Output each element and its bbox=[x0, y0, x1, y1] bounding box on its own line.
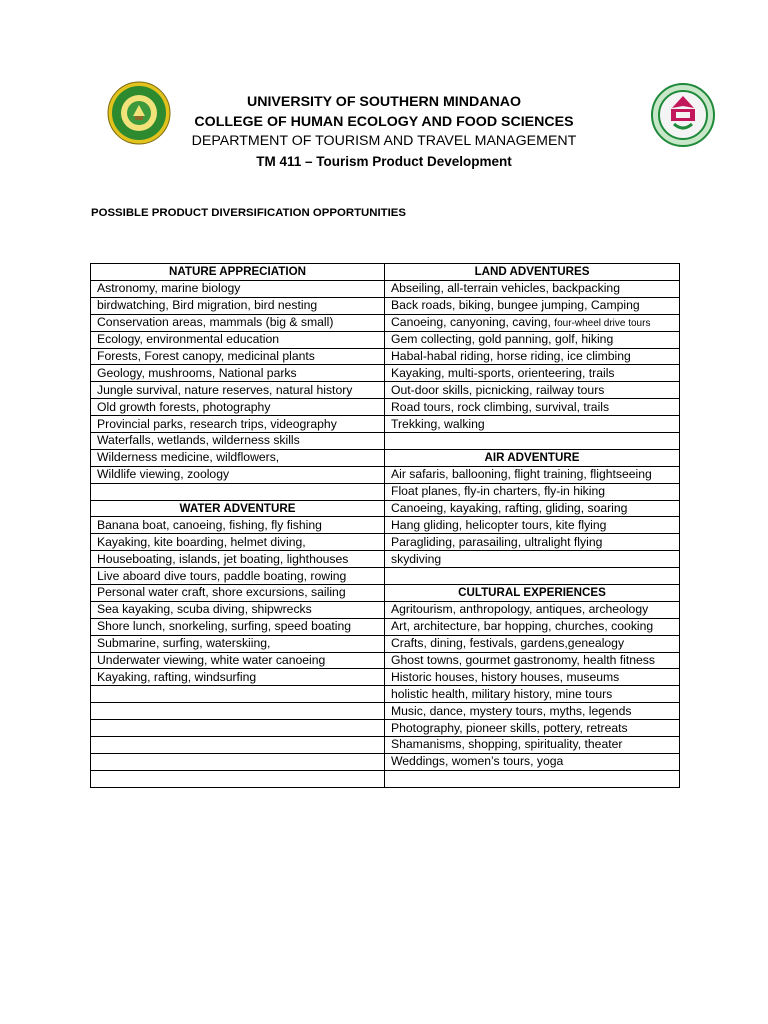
document-header bbox=[0, 93, 768, 171]
table-row bbox=[91, 737, 680, 754]
table-cell: Conservation areas, mammals (big & small) bbox=[91, 314, 385, 331]
table-cell: Ecology, environmental education bbox=[91, 331, 385, 348]
category-header: LAND ADVENTURES bbox=[385, 264, 680, 281]
table-cell: Provincial parks, research trips, videography bbox=[91, 416, 385, 433]
college-name: COLLEGE OF HUMAN ECOLOGY AND FOOD SCIENCES bbox=[194, 113, 574, 130]
table-cell: Underwater viewing, white water canoeing bbox=[91, 652, 385, 669]
table-row bbox=[91, 601, 680, 618]
table-row bbox=[91, 517, 680, 534]
table-cell: Old growth forests, photography bbox=[91, 399, 385, 416]
table-cell: Wilderness medicine, wildflowers, bbox=[91, 449, 385, 466]
table-cell bbox=[385, 314, 680, 331]
table-row bbox=[91, 331, 680, 348]
table-row bbox=[91, 399, 680, 416]
table-cell bbox=[385, 568, 680, 585]
table-cell bbox=[385, 770, 680, 787]
table-cell: Trekking, walking bbox=[385, 416, 680, 433]
table-cell: Habal-habal riding, horse riding, ice climbing bbox=[385, 348, 680, 365]
course-title: TM 411 – Tourism Product Development bbox=[256, 153, 512, 169]
table-cell: Agritourism, anthropology, antiques, archeology bbox=[385, 601, 680, 618]
table-cell: Canoeing, kayaking, rafting, gliding, soaring bbox=[385, 500, 680, 517]
table-row bbox=[91, 500, 680, 517]
table-cell-text: Canoeing, canyoning, caving, bbox=[391, 314, 555, 329]
table-cell: Art, architecture, bar hopping, churches, cooking bbox=[385, 618, 680, 635]
table-cell: Air safaris, ballooning, flight training, flightseeing bbox=[385, 466, 680, 483]
table-cell: Music, dance, mystery tours, myths, legends bbox=[385, 703, 680, 720]
table-cell: Live aboard dive tours, paddle boating, rowing bbox=[91, 568, 385, 585]
table-row bbox=[91, 551, 680, 568]
table-cell: Weddings, women’s tours, yoga bbox=[385, 753, 680, 770]
category-header: WATER ADVENTURE bbox=[91, 500, 385, 517]
table-cell bbox=[91, 737, 385, 754]
table-row bbox=[91, 568, 680, 585]
table-row bbox=[91, 264, 680, 281]
table-cell bbox=[91, 720, 385, 737]
table-row bbox=[91, 433, 680, 450]
table-cell: Astronomy, marine biology bbox=[91, 280, 385, 297]
opportunities-table bbox=[90, 263, 680, 788]
table-row bbox=[91, 635, 680, 652]
table-cell: Float planes, fly-in charters, fly-in hiking bbox=[385, 483, 680, 500]
table-row bbox=[91, 720, 680, 737]
table-cell bbox=[91, 770, 385, 787]
table-cell: Houseboating, islands, jet boating, lighthouses bbox=[91, 551, 385, 568]
table-row bbox=[91, 382, 680, 399]
table-cell: Back roads, biking, bungee jumping, Camping bbox=[385, 297, 680, 314]
table-cell bbox=[91, 483, 385, 500]
table-cell bbox=[91, 686, 385, 703]
department-name: DEPARTMENT OF TOURISM AND TRAVEL MANAGEMENT bbox=[191, 133, 577, 149]
table-row bbox=[91, 703, 680, 720]
table-cell: Out-door skills, picnicking, railway tours bbox=[385, 382, 680, 399]
table-cell bbox=[385, 433, 680, 450]
table-cell: Sea kayaking, scuba diving, shipwrecks bbox=[91, 601, 385, 618]
table-row bbox=[91, 770, 680, 787]
table-cell: skydiving bbox=[385, 551, 680, 568]
table-cell: Kayaking, multi-sports, orienteering, trails bbox=[385, 365, 680, 382]
table-row bbox=[91, 483, 680, 500]
category-header: NATURE APPRECIATION bbox=[91, 264, 385, 281]
table-cell: Shore lunch, snorkeling, surfing, speed boating bbox=[91, 618, 385, 635]
table-row bbox=[91, 365, 680, 382]
table-cell: Banana boat, canoeing, fishing, fly fishing bbox=[91, 517, 385, 534]
category-header: CULTURAL EXPERIENCES bbox=[385, 585, 680, 602]
table-cell: Shamanisms, shopping, spirituality, theater bbox=[385, 737, 680, 754]
table-row bbox=[91, 618, 680, 635]
table-row bbox=[91, 449, 680, 466]
table-cell: birdwatching, Bird migration, bird nesting bbox=[91, 297, 385, 314]
table-cell: Submarine, surfing, waterskiing, bbox=[91, 635, 385, 652]
table-cell: Kayaking, kite boarding, helmet diving, bbox=[91, 534, 385, 551]
table-cell bbox=[91, 753, 385, 770]
table-cell: Abseiling, all-terrain vehicles, backpacking bbox=[385, 280, 680, 297]
table-cell: Personal water craft, shore excursions, sailing bbox=[91, 585, 385, 602]
table-cell: Paragliding, parasailing, ultralight flying bbox=[385, 534, 680, 551]
table-row bbox=[91, 686, 680, 703]
table-row bbox=[91, 466, 680, 483]
table-cell: Gem collecting, gold panning, golf, hiking bbox=[385, 331, 680, 348]
table-row bbox=[91, 585, 680, 602]
university-name: UNIVERSITY OF SOUTHERN MINDANAO bbox=[246, 94, 522, 110]
category-header: AIR ADVENTURE bbox=[385, 449, 680, 466]
table-row bbox=[91, 753, 680, 770]
table-row bbox=[91, 652, 680, 669]
table-row bbox=[91, 348, 680, 365]
table-row bbox=[91, 297, 680, 314]
table-cell: Historic houses, history houses, museums bbox=[385, 669, 680, 686]
table-cell: Ghost towns, gourmet gastronomy, health fitness bbox=[385, 652, 680, 669]
table-cell: Hang gliding, helicopter tours, kite flying bbox=[385, 517, 680, 534]
table-cell: Photography, pioneer skills, pottery, retreats bbox=[385, 720, 680, 737]
table-row bbox=[91, 416, 680, 433]
table-row bbox=[91, 669, 680, 686]
table-cell: Geology, mushrooms, National parks bbox=[91, 365, 385, 382]
table-cell: Kayaking, rafting, windsurfing bbox=[91, 669, 385, 686]
table-row bbox=[91, 314, 680, 331]
table-cell-small-text: four-wheel drive tours bbox=[554, 317, 651, 329]
table-cell: Road tours, rock climbing, survival, trails bbox=[385, 399, 680, 416]
table-cell: Forests, Forest canopy, medicinal plants bbox=[91, 348, 385, 365]
table-cell: Waterfalls, wetlands, wilderness skills bbox=[91, 433, 385, 450]
table-cell: Jungle survival, nature reserves, natural history bbox=[91, 382, 385, 399]
table-cell: holistic health, military history, mine tours bbox=[385, 686, 680, 703]
section-heading: POSSIBLE PRODUCT DIVERSIFICATION OPPORTUNITIES bbox=[91, 207, 406, 219]
table-cell bbox=[91, 703, 385, 720]
table-row bbox=[91, 534, 680, 551]
table-row bbox=[91, 280, 680, 297]
table-cell: Wildlife viewing, zoology bbox=[91, 466, 385, 483]
table-cell: Crafts, dining, festivals, gardens,genealogy bbox=[385, 635, 680, 652]
